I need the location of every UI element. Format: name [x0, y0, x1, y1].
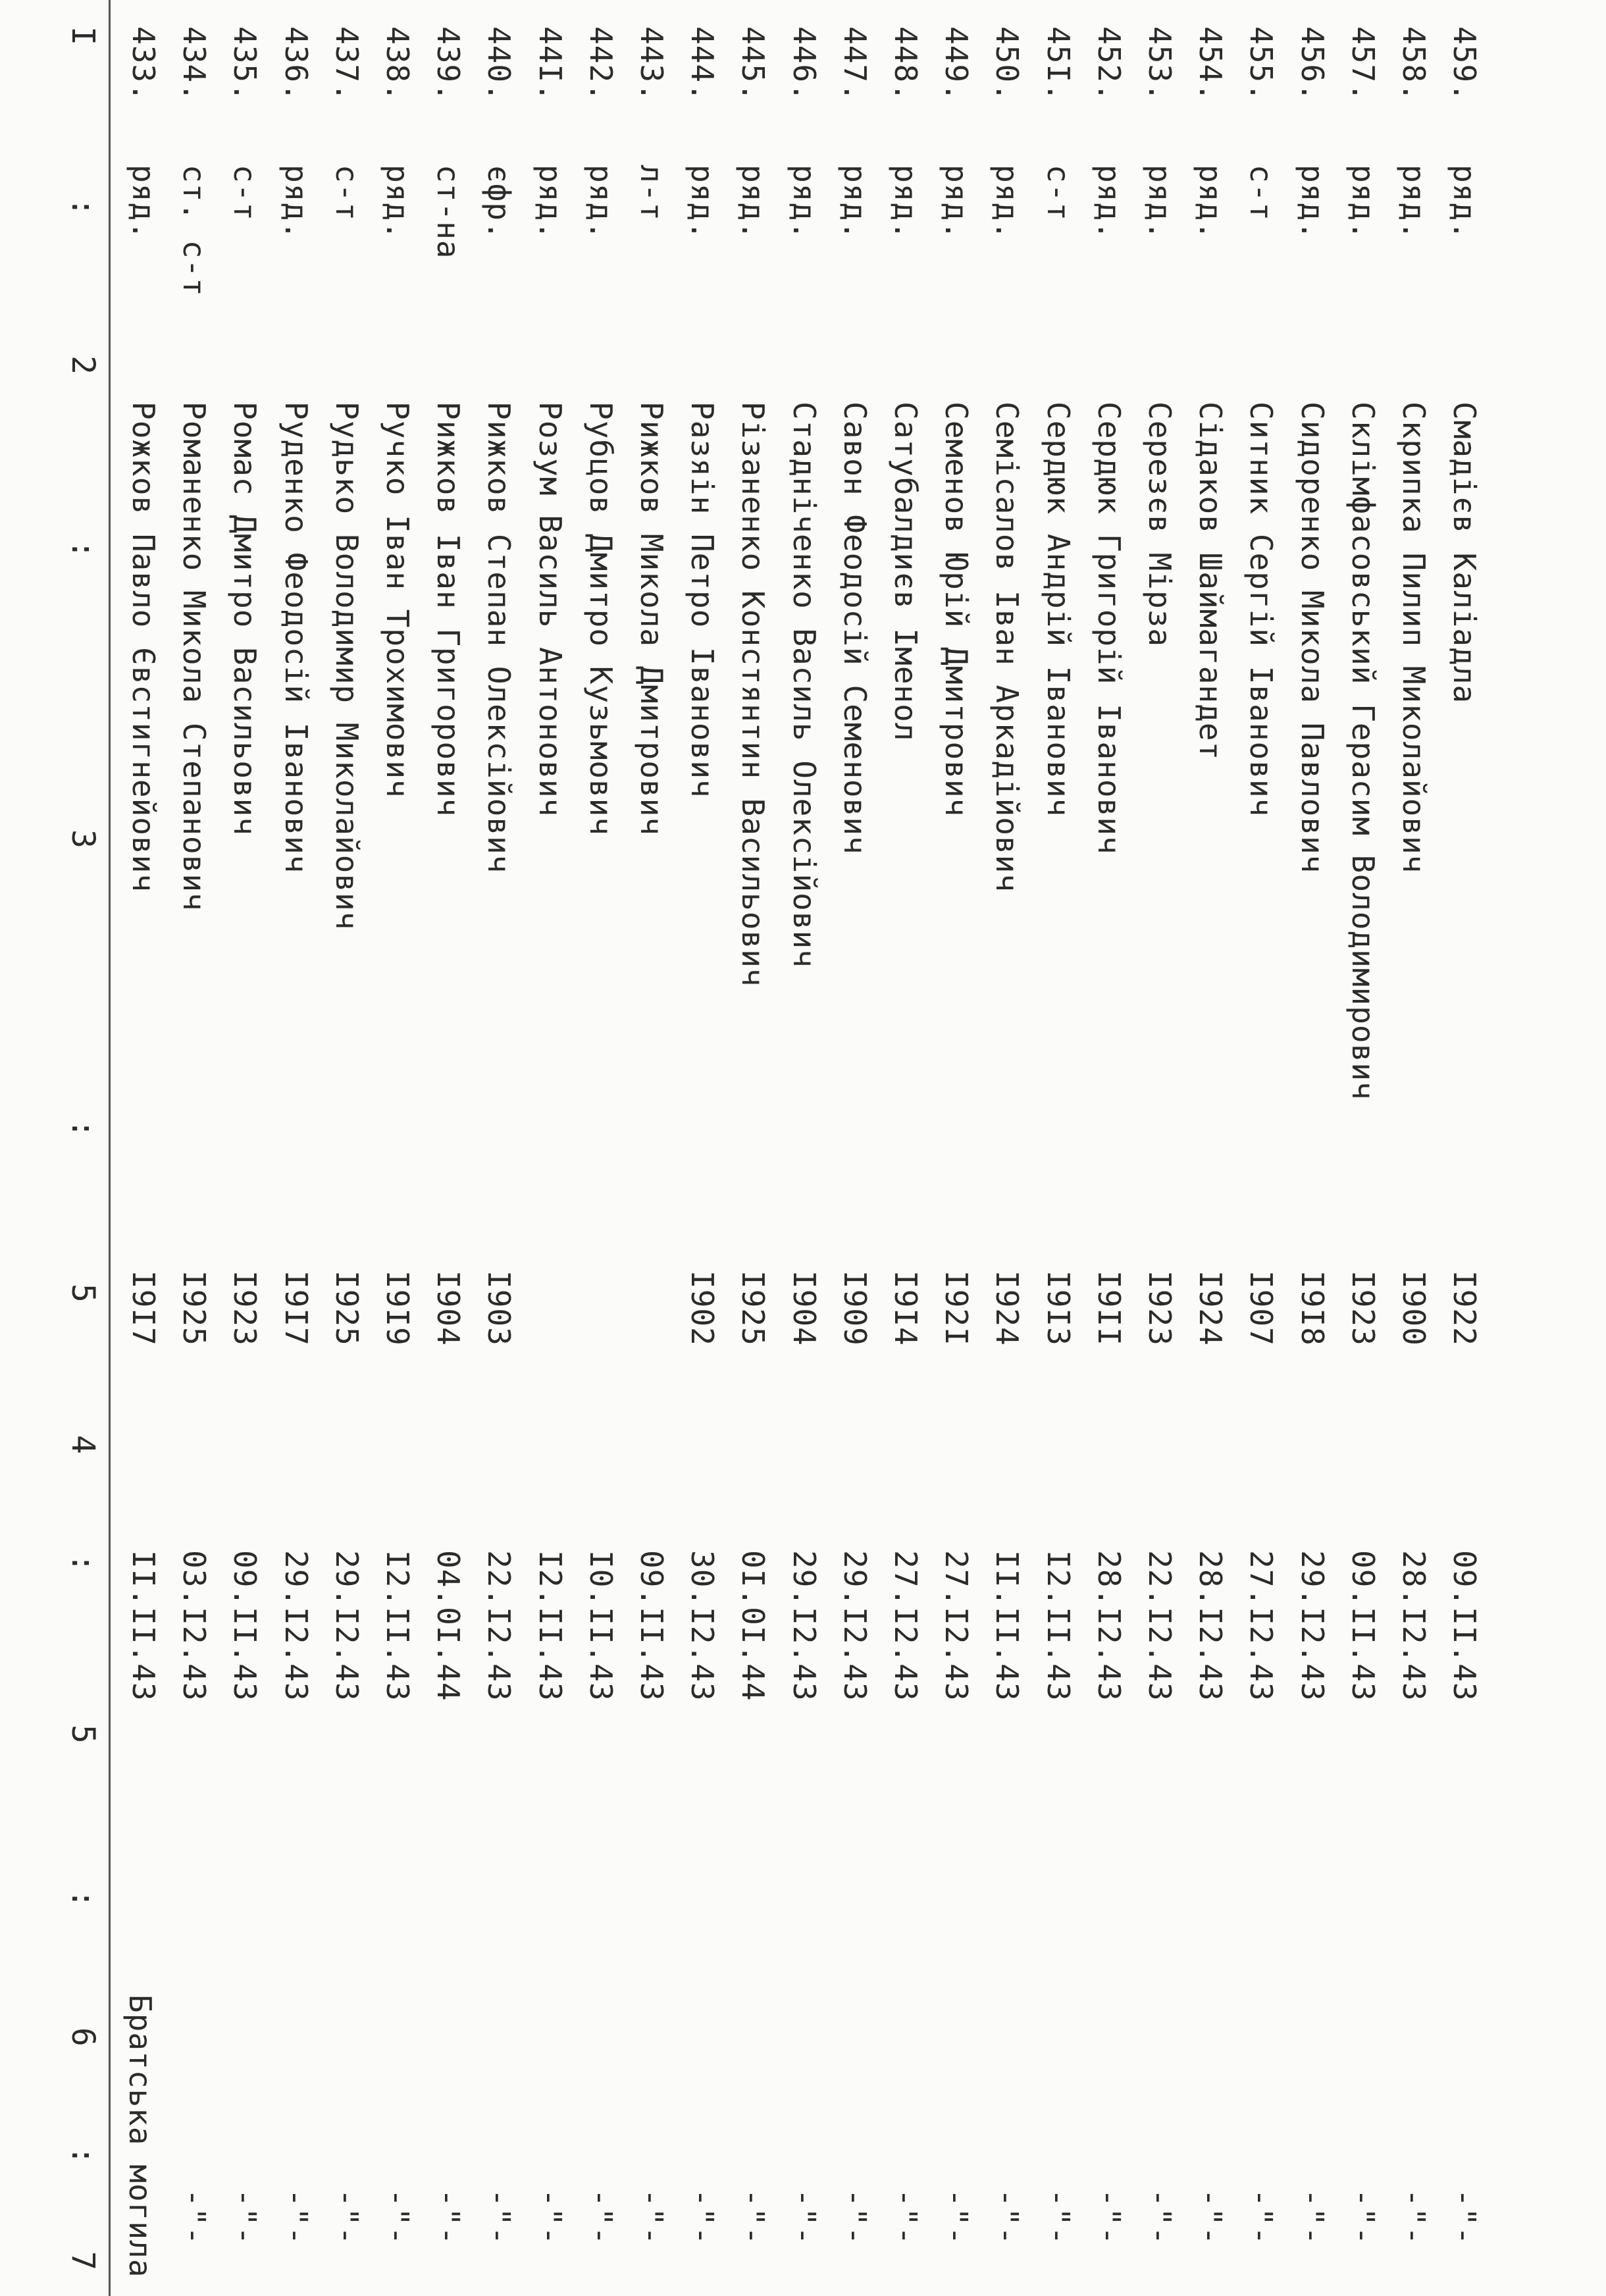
birth-year: I9I4 [888, 1270, 923, 1346]
death-date: II.II.43 [126, 1550, 161, 1702]
burial-place: -"- [1294, 2189, 1330, 2246]
full-name: Рижков Микола Дмитрович [634, 402, 669, 836]
record-row [416, 0, 466, 2296]
header-col-2: 2 [65, 355, 101, 375]
full-name: Семенов Юрій Дмитрович [939, 402, 975, 818]
record-number: 440. [481, 26, 517, 102]
record-row [1229, 0, 1279, 2296]
record-row [823, 0, 873, 2296]
military-rank: с-т [1040, 165, 1076, 222]
record-row [1280, 0, 1330, 2296]
full-name: Рожков Павло Євстигнейович [126, 402, 161, 893]
birth-year: I904 [786, 1270, 822, 1346]
burial-place: -"- [430, 2189, 467, 2246]
death-date: 09.II.43 [1447, 1550, 1483, 1702]
full-name: Рижков Іван Григорович [430, 402, 467, 818]
full-name: Ромас Дмитро Васильович [227, 402, 263, 836]
military-rank: с-т [328, 165, 365, 222]
record-number: 456. [1294, 26, 1330, 102]
death-date: 04.0I.44 [430, 1550, 467, 1702]
military-rank: ряд. [278, 165, 314, 240]
full-name: Семісалов Іван Аркадійович [989, 402, 1025, 893]
death-date: 29.I2.43 [786, 1550, 822, 1702]
burial-place: -"- [685, 2189, 721, 2246]
death-date: II.II.43 [989, 1550, 1025, 1702]
death-date: 29.I2.43 [1294, 1550, 1330, 1702]
military-rank: ряд. [1294, 165, 1330, 240]
full-name: Ручко Іван Трохимович [380, 402, 415, 798]
birth-year: I922 [1447, 1270, 1483, 1346]
burial-place: -"- [380, 2189, 415, 2246]
burial-place: -"- [939, 2189, 975, 2246]
record-number: 439. [430, 26, 467, 102]
death-date: 30.I2.43 [685, 1550, 721, 1702]
burial-place: -"- [837, 2189, 873, 2246]
birth-year: I925 [735, 1270, 771, 1346]
burial-place: -"- [227, 2189, 263, 2246]
birth-year: I903 [481, 1270, 517, 1346]
burial-place: -"- [1345, 2189, 1381, 2246]
record-row [924, 0, 974, 2296]
record-row [111, 0, 161, 2296]
birth-year: I907 [1243, 1270, 1280, 1346]
military-rank: ряд. [837, 165, 873, 240]
military-rank: с-т [1243, 165, 1280, 222]
death-date: 28.I2.43 [1193, 1550, 1229, 1702]
header-col-3: 3 [65, 829, 101, 849]
record-number: 434. [176, 26, 213, 102]
military-rank: ряд. [735, 165, 771, 240]
military-rank: с-т [227, 165, 263, 222]
record-row [162, 0, 212, 2296]
record-row [1178, 0, 1228, 2296]
record-row [1127, 0, 1178, 2296]
record-row [670, 0, 720, 2296]
full-name: Руденко Феодосій Іванович [278, 402, 314, 874]
death-date: 27.I2.43 [939, 1550, 975, 1702]
record-number: 457. [1345, 26, 1381, 102]
header-col-7: 7 [65, 2251, 101, 2271]
military-rank: ряд. [989, 165, 1025, 240]
burial-place: -"- [1091, 2189, 1127, 2246]
birth-year: I904 [430, 1270, 467, 1346]
burial-place: -"- [989, 2189, 1025, 2246]
death-date: 09.II.43 [1345, 1550, 1381, 1702]
burial-place: -"- [1396, 2189, 1432, 2246]
record-row [873, 0, 923, 2296]
header-col-5b: 5 [65, 1725, 101, 1744]
record-row [569, 0, 619, 2296]
military-rank: ряд. [1396, 165, 1432, 240]
record-row [975, 0, 1025, 2296]
birth-year: I925 [328, 1270, 365, 1346]
burial-place: -"- [583, 2189, 619, 2246]
military-rank: ряд. [685, 165, 721, 240]
record-number: 453. [1142, 26, 1178, 102]
record-number: 450. [989, 26, 1025, 102]
death-date: 22.I2.43 [1142, 1550, 1178, 1702]
record-number: 448. [888, 26, 923, 102]
record-number: 436. [278, 26, 314, 102]
header-rule [109, 0, 111, 2296]
record-number: 459. [1447, 26, 1483, 102]
header-sep-1: : [65, 197, 101, 217]
birth-year: I902 [685, 1270, 721, 1346]
full-name: Смадієв Каліадла [1447, 402, 1483, 704]
birth-year: I924 [1193, 1270, 1229, 1346]
birth-year: I9I7 [278, 1270, 314, 1346]
burial-place: -"- [1447, 2189, 1483, 2246]
death-date: 09.II.43 [227, 1550, 263, 1702]
record-number: 447. [837, 26, 873, 102]
burial-place: -"- [888, 2189, 923, 2246]
full-name: Разяін Петро Іванович [685, 402, 721, 798]
birth-year: I923 [1142, 1270, 1178, 1346]
burial-place: -"- [532, 2189, 568, 2246]
record-row [365, 0, 415, 2296]
full-name: Рудько Володимир Миколайович [328, 402, 365, 931]
death-date: I2.II.43 [532, 1550, 568, 1702]
birth-year: I924 [989, 1270, 1025, 1346]
full-name: Ситник Сергій Іванович [1243, 402, 1280, 818]
record-number: 443. [634, 26, 669, 102]
full-name: Скрипка Пилип Миколайович [1396, 402, 1432, 874]
full-name: Савон Феодосій Семенович [837, 402, 873, 855]
record-number: 444. [685, 26, 721, 102]
record-row [721, 0, 771, 2296]
full-name: Різаненко Констянтин Васильович [735, 402, 771, 987]
header-sep-6: : [65, 2146, 101, 2166]
military-rank: ряд. [1447, 165, 1483, 240]
full-name: Сідаков Шаймагандет [1193, 402, 1229, 761]
death-date: 28.I2.43 [1091, 1550, 1127, 1702]
death-date: 27.I2.43 [888, 1550, 923, 1702]
record-number: 449. [939, 26, 975, 102]
burial-place: -"- [176, 2189, 213, 2246]
record-row [315, 0, 365, 2296]
military-rank: ряд. [786, 165, 822, 240]
record-number: 438. [380, 26, 415, 102]
record-row [518, 0, 568, 2296]
death-date: I2.II.43 [1040, 1550, 1076, 1702]
record-number: 445. [735, 26, 771, 102]
record-number: 437. [328, 26, 365, 102]
record-number: 455. [1243, 26, 1280, 102]
record-row [264, 0, 314, 2296]
full-name: Склімфасовський Герасим Володимирович [1345, 402, 1381, 1101]
burial-place: -"- [1040, 2189, 1076, 2246]
record-row [1382, 0, 1432, 2296]
full-name: Сердюк Григорій Іванович [1091, 402, 1127, 855]
death-date: 29.I2.43 [328, 1550, 365, 1702]
header-sep-3: : [65, 1119, 101, 1139]
full-name: Романенко Микола Степанович [176, 402, 213, 912]
burial-place: -"- [786, 2189, 822, 2246]
record-row [213, 0, 263, 2296]
burial-place: -"- [481, 2189, 517, 2246]
full-name: Серезєв Мірза [1142, 402, 1178, 648]
full-name: Сердюк Андрій Іванович [1040, 402, 1076, 818]
header-col-6: 6 [65, 2027, 101, 2047]
header-sep-2: : [65, 540, 101, 560]
military-rank: ряд. [1193, 165, 1229, 240]
birth-year: I923 [227, 1270, 263, 1346]
record-row [1432, 0, 1482, 2296]
death-date: 28.I2.43 [1396, 1550, 1432, 1702]
record-number: 442. [583, 26, 619, 102]
header-col-5a: 5 [65, 1284, 101, 1303]
military-rank: ряд. [1345, 165, 1381, 240]
death-date: 03.I2.43 [176, 1550, 213, 1702]
birth-year: I9II [1091, 1270, 1127, 1346]
death-date: I0.II.43 [583, 1550, 619, 1702]
military-rank: ряд. [583, 165, 619, 240]
death-date: 09.II.43 [634, 1550, 669, 1702]
death-date: 0I.0I.44 [735, 1550, 771, 1702]
record-row [619, 0, 669, 2296]
burial-place: -"- [1193, 2189, 1229, 2246]
full-name: Рижков Степан Олексійович [481, 402, 517, 874]
record-number: 45I. [1040, 26, 1076, 102]
military-rank: ряд. [1091, 165, 1127, 240]
death-date: 29.I2.43 [837, 1550, 873, 1702]
birth-year: I909 [837, 1270, 873, 1346]
birth-year: I900 [1396, 1270, 1432, 1346]
death-date: 29.I2.43 [278, 1550, 314, 1702]
birth-year: I925 [176, 1270, 213, 1346]
military-rank: ст-на [430, 165, 467, 259]
military-rank: ряд. [888, 165, 923, 240]
full-name: Сидоренко Микола Павлович [1294, 402, 1330, 874]
full-name: Сатубалдиєв Іменол [888, 402, 923, 742]
record-row [772, 0, 822, 2296]
record-number: 454. [1193, 26, 1229, 102]
death-date: I2.II.43 [380, 1550, 415, 1702]
header-col-4: 4 [65, 1435, 101, 1455]
burial-place-note: Братська могила [122, 1995, 158, 2278]
record-row [1077, 0, 1127, 2296]
birth-year: I9I3 [1040, 1270, 1076, 1346]
death-date: 22.I2.43 [481, 1550, 517, 1702]
header-sep-5: : [65, 1889, 101, 1909]
military-rank: ст. с-т [176, 165, 213, 297]
birth-year: I92I [939, 1270, 975, 1346]
military-rank: ряд. [532, 165, 568, 240]
military-rank: ряд. [1142, 165, 1178, 240]
military-rank: л-т [634, 165, 669, 222]
burial-place: -"- [735, 2189, 771, 2246]
record-row [1026, 0, 1076, 2296]
full-name: Розум Василь Антонович [532, 402, 568, 818]
record-number: 446. [786, 26, 822, 102]
burial-place: -"- [278, 2189, 314, 2246]
birth-year: I9I7 [126, 1270, 161, 1346]
record-number: 433. [126, 26, 161, 102]
full-name: Стадніченко Василь Олексійович [786, 402, 822, 968]
full-name: Рубцов Дмитро Кузьмович [583, 402, 619, 836]
record-number: 458. [1396, 26, 1432, 102]
military-rank: ряд. [380, 165, 415, 240]
record-row [467, 0, 517, 2296]
birth-year: I9I8 [1294, 1270, 1330, 1346]
record-number: 44I. [532, 26, 568, 102]
record-number: 452. [1091, 26, 1127, 102]
header-col-1: I [65, 26, 101, 46]
burial-place: -"- [1243, 2189, 1280, 2246]
column-number-header [55, 0, 101, 2296]
record-row [1331, 0, 1381, 2296]
burial-place: -"- [1142, 2189, 1178, 2246]
military-rank: ряд. [126, 165, 161, 240]
military-rank: ряд. [939, 165, 975, 240]
military-rank: єфр. [481, 165, 517, 240]
burial-place: -"- [328, 2189, 365, 2246]
header-sep-4: : [65, 1553, 101, 1573]
birth-year: I9I9 [380, 1270, 415, 1346]
burial-place: -"- [634, 2189, 669, 2246]
birth-year: I923 [1345, 1270, 1381, 1346]
record-number: 435. [227, 26, 263, 102]
death-date: 27.I2.43 [1243, 1550, 1280, 1702]
